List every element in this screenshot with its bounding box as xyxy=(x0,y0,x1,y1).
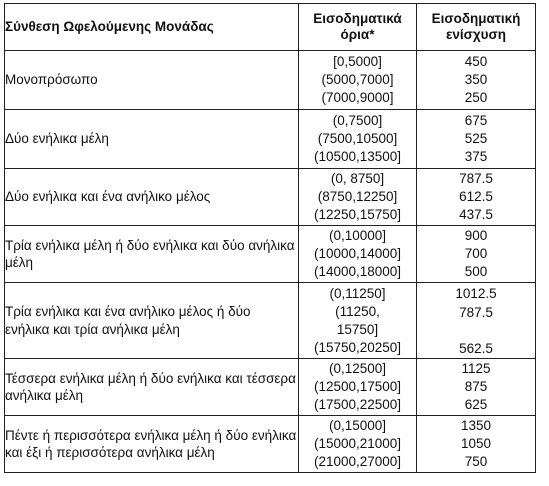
table-row xyxy=(5,169,536,226)
support-amount: 375 xyxy=(464,149,488,164)
income-limit: (0,12500] xyxy=(328,361,387,376)
income-limit: (0,7500] xyxy=(332,113,383,128)
income-support-cell xyxy=(417,169,536,226)
income-limit: (7000,9000] xyxy=(321,90,394,105)
table-row xyxy=(5,110,536,169)
income-limit: (8750,12250] xyxy=(317,189,398,204)
income-limit: (0,11250] xyxy=(329,285,386,301)
header-composition: Σύνθεση Ωφελούμενης Μονάδας xyxy=(5,4,299,51)
income-limits-cell xyxy=(299,226,417,283)
household-composition: Πέντε ή περισσότερα ενήλικα μέλη ή δύο ενήλικα και έξι ή περισσότερα ανήλικα μέλη xyxy=(5,416,299,473)
household-composition: Μονοπρόσωπο xyxy=(5,51,299,110)
income-limit: (15750,20250] xyxy=(313,339,402,355)
household-composition: Δύο ενήλικα μέλη xyxy=(5,110,299,169)
income-limit: (0,10000] xyxy=(328,228,387,243)
income-support-cell xyxy=(417,110,536,169)
table-row xyxy=(5,51,536,110)
table-row xyxy=(5,359,536,416)
support-amount: 750 xyxy=(464,454,488,469)
income-support-cell xyxy=(417,416,536,473)
income-limit: (11250, xyxy=(335,303,380,319)
support-amount: 875 xyxy=(464,379,488,394)
household-composition: Τρία ενήλικα και ένα ανήλικο μέλος ή δύο ενήλικα και τρία ανήλικα μέλη xyxy=(5,283,299,359)
income-limit: (5000,7000] xyxy=(321,72,394,87)
support-amount: 500 xyxy=(464,264,488,279)
household-composition: Δύο ενήλικα και ένα ανήλικο μέλος xyxy=(5,169,299,226)
table-row xyxy=(5,416,536,473)
income-limit: (12250,15750] xyxy=(313,207,402,222)
income-limit: (10500,13500] xyxy=(313,149,402,164)
income-limit: (7500,10500] xyxy=(317,131,398,146)
table-row xyxy=(5,283,536,359)
income-limits-cell xyxy=(299,110,417,169)
support-amount: 350 xyxy=(464,72,488,87)
support-amount: 787.5 xyxy=(459,171,493,186)
income-limit: (21000,27000] xyxy=(313,454,402,469)
support-amount: 612.5 xyxy=(459,189,493,204)
income-limits-cell xyxy=(299,283,417,359)
support-amount: 1125 xyxy=(461,361,491,376)
document-page xyxy=(4,3,535,473)
income-support-cell xyxy=(417,359,536,416)
support-amount: 900 xyxy=(464,228,488,243)
income-limit: (15000,21000] xyxy=(313,436,402,451)
income-limit: (0, 8750] xyxy=(330,171,385,186)
header-income-limits: Εισοδηματικά όρια* xyxy=(299,4,417,51)
support-amount: 1350 xyxy=(460,418,492,433)
support-amount: 625 xyxy=(464,397,488,412)
income-support-cell xyxy=(417,51,536,110)
income-support-cell xyxy=(417,283,536,359)
support-amount: 1050 xyxy=(460,436,492,451)
income-limit: (12500,17500] xyxy=(313,379,402,394)
income-limit: (17500,22500] xyxy=(313,397,402,412)
support-amount: 1012.5 xyxy=(455,285,497,301)
income-support-table xyxy=(4,3,536,473)
support-amount: 450 xyxy=(464,54,488,69)
income-limits-cell xyxy=(299,51,417,110)
table-row xyxy=(5,226,536,283)
income-limit: (14000,18000] xyxy=(313,264,402,279)
income-limit: 15750] xyxy=(336,321,379,337)
income-limits-cell xyxy=(299,359,417,416)
income-limit: (10000,14000] xyxy=(313,246,402,261)
household-composition: Τέσσερα ενήλικα μέλη ή δύο ενήλικα και τέσσερα ανήλικα μέλη xyxy=(5,359,299,416)
support-amount: 700 xyxy=(464,246,488,261)
income-limit: [0,5000] xyxy=(333,54,382,69)
support-amount: 250 xyxy=(464,90,488,105)
header-income-support: Εισοδηματική ενίσχυση xyxy=(417,4,536,51)
income-limits-cell xyxy=(299,416,417,473)
support-amount: 675 xyxy=(464,113,488,128)
table-header-row xyxy=(5,4,536,51)
support-amount: 437.5 xyxy=(459,207,493,222)
income-support-cell xyxy=(417,226,536,283)
income-limits-cell xyxy=(299,169,417,226)
support-amount: 525 xyxy=(464,131,488,146)
income-limit: (0,15000] xyxy=(328,418,387,433)
support-amount: 787.5 xyxy=(459,304,493,320)
support-amount: 562.5 xyxy=(459,340,493,356)
household-composition: Τρία ενήλικα μέλη ή δύο ενήλικα και δύο ανήλικα μέλη xyxy=(5,226,299,283)
